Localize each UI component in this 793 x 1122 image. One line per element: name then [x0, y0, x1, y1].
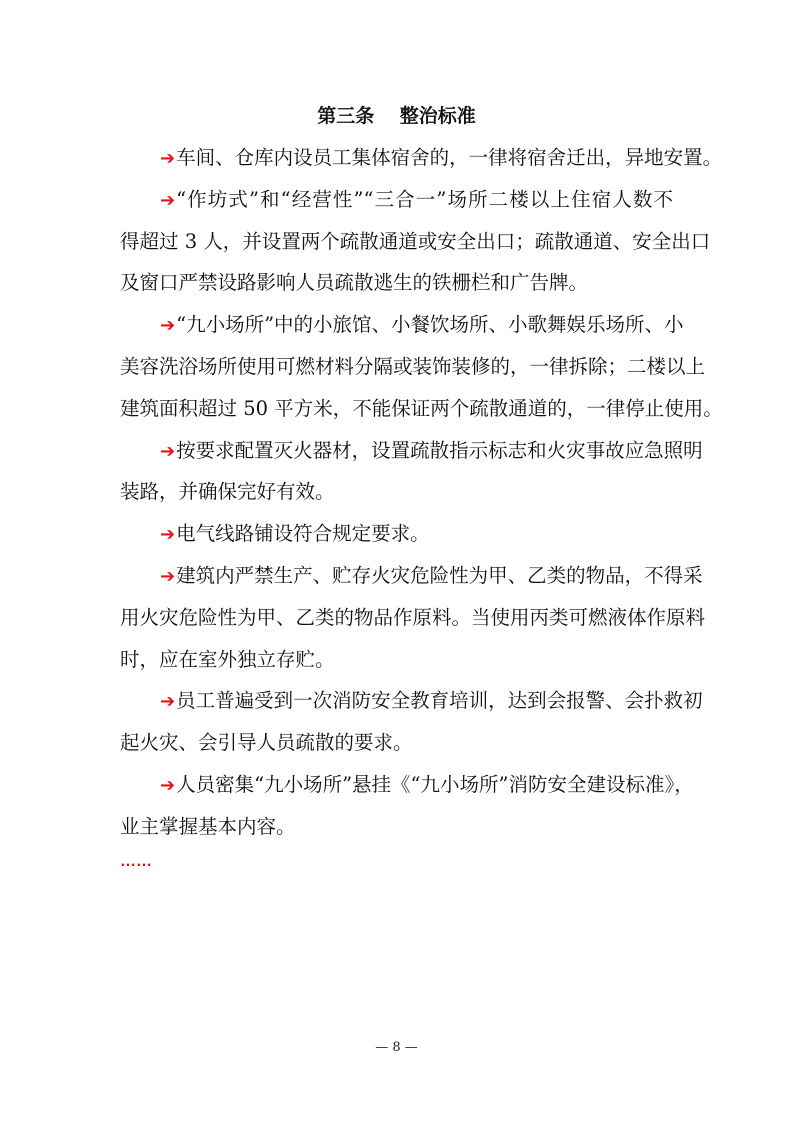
line-text: 美容洗浴场所使用可燃材料分隔或装饰装修的，一律拆除；二楼以上: [120, 354, 706, 378]
paragraph-line: [120, 680, 703, 722]
red-arrow-icon: ➔: [160, 189, 176, 211]
paragraph-line: [120, 137, 723, 179]
line-text: 时，应在室外独立存贮。: [120, 647, 335, 671]
paragraph-line: [120, 722, 673, 764]
paragraph-line: [120, 471, 673, 513]
line-text: 建筑面积超过 50 平方米，不能保证两个疏散通道的，一律停止使用。: [120, 396, 723, 420]
paragraph-line: [120, 555, 703, 597]
document-body: [120, 95, 723, 876]
paragraph: [120, 680, 703, 764]
red-arrow-icon: ➔: [160, 148, 176, 169]
line-text: 电气线路铺设符合规定要求。: [176, 522, 430, 546]
red-arrow-icon: ➔: [160, 315, 176, 337]
paragraph-line: [120, 346, 706, 388]
line-text: “作坊式”和“经营性”“三合一”场所二楼以上住宿人数不: [176, 187, 673, 211]
red-arrow-icon: ➔: [160, 524, 176, 546]
paragraph-line: [120, 597, 706, 639]
paragraph: [120, 764, 694, 848]
paragraph-line: [120, 806, 673, 848]
line-text: “九小场所”中的小旅馆、小餐饮场所、小歌舞娱乐场所、小: [176, 313, 684, 337]
line-text: 业主掌握基本内容。: [120, 814, 296, 838]
line-text: 装路，并确保完好有效。: [120, 480, 335, 504]
paragraph-line: [120, 262, 673, 304]
paragraph: [120, 304, 723, 429]
red-arrow-icon: ➔: [160, 774, 176, 796]
red-arrow-icon: ➔: [160, 691, 176, 713]
line-text: 得超过 3 人，并设置两个疏散通道或安全出口；疏散通道、安全出口: [120, 229, 711, 253]
section-title: 第三条 整治标准: [317, 105, 476, 127]
line-text: 员工普遍受到一次消防安全教育培训，达到会报警、会扑救初: [176, 689, 703, 713]
red-arrow-icon: ➔: [160, 440, 176, 462]
paragraph-line: [120, 388, 723, 430]
paragraph-line: [120, 304, 684, 346]
line-text: 及窗口严禁设路影响人员疏散逃生的铁栅栏和广告牌。: [120, 271, 589, 295]
paragraph-line: [120, 764, 694, 806]
paragraph-line: [120, 513, 673, 555]
ellipsis: ……: [120, 852, 152, 870]
line-text: 车间、仓库内设员工集体宿舍的，一律将宿舍迁出，异地安置。: [176, 146, 723, 169]
line-text: 用火灾危险性为甲、乙类的物品作原料。当使用丙类可燃液体作原料: [120, 605, 706, 629]
paragraph: [120, 430, 703, 514]
paragraph: [120, 555, 706, 680]
paragraph: [120, 137, 723, 179]
paragraph-line: [120, 179, 673, 221]
line-text: 建筑内严禁生产、贮存火灾危险性为甲、乙类的物品，不得采: [176, 563, 703, 587]
paragraph: [120, 179, 711, 304]
line-text: 人员密集“九小场所”悬挂《“九小场所”消防安全建设标准》，: [176, 772, 694, 796]
line-text: 起火灾、会引导人员疏散的要求。: [120, 731, 413, 755]
paragraph-line: [120, 639, 673, 681]
red-arrow-icon: ➔: [160, 565, 176, 587]
page-number: — 8 —: [375, 1040, 418, 1055]
paragraph: [120, 513, 673, 555]
paragraph-line: [120, 221, 711, 263]
line-text: 按要求配置灭火器材，设置疏散指示标志和火灾事故应急照明: [176, 438, 703, 462]
paragraph-line: [120, 430, 703, 472]
